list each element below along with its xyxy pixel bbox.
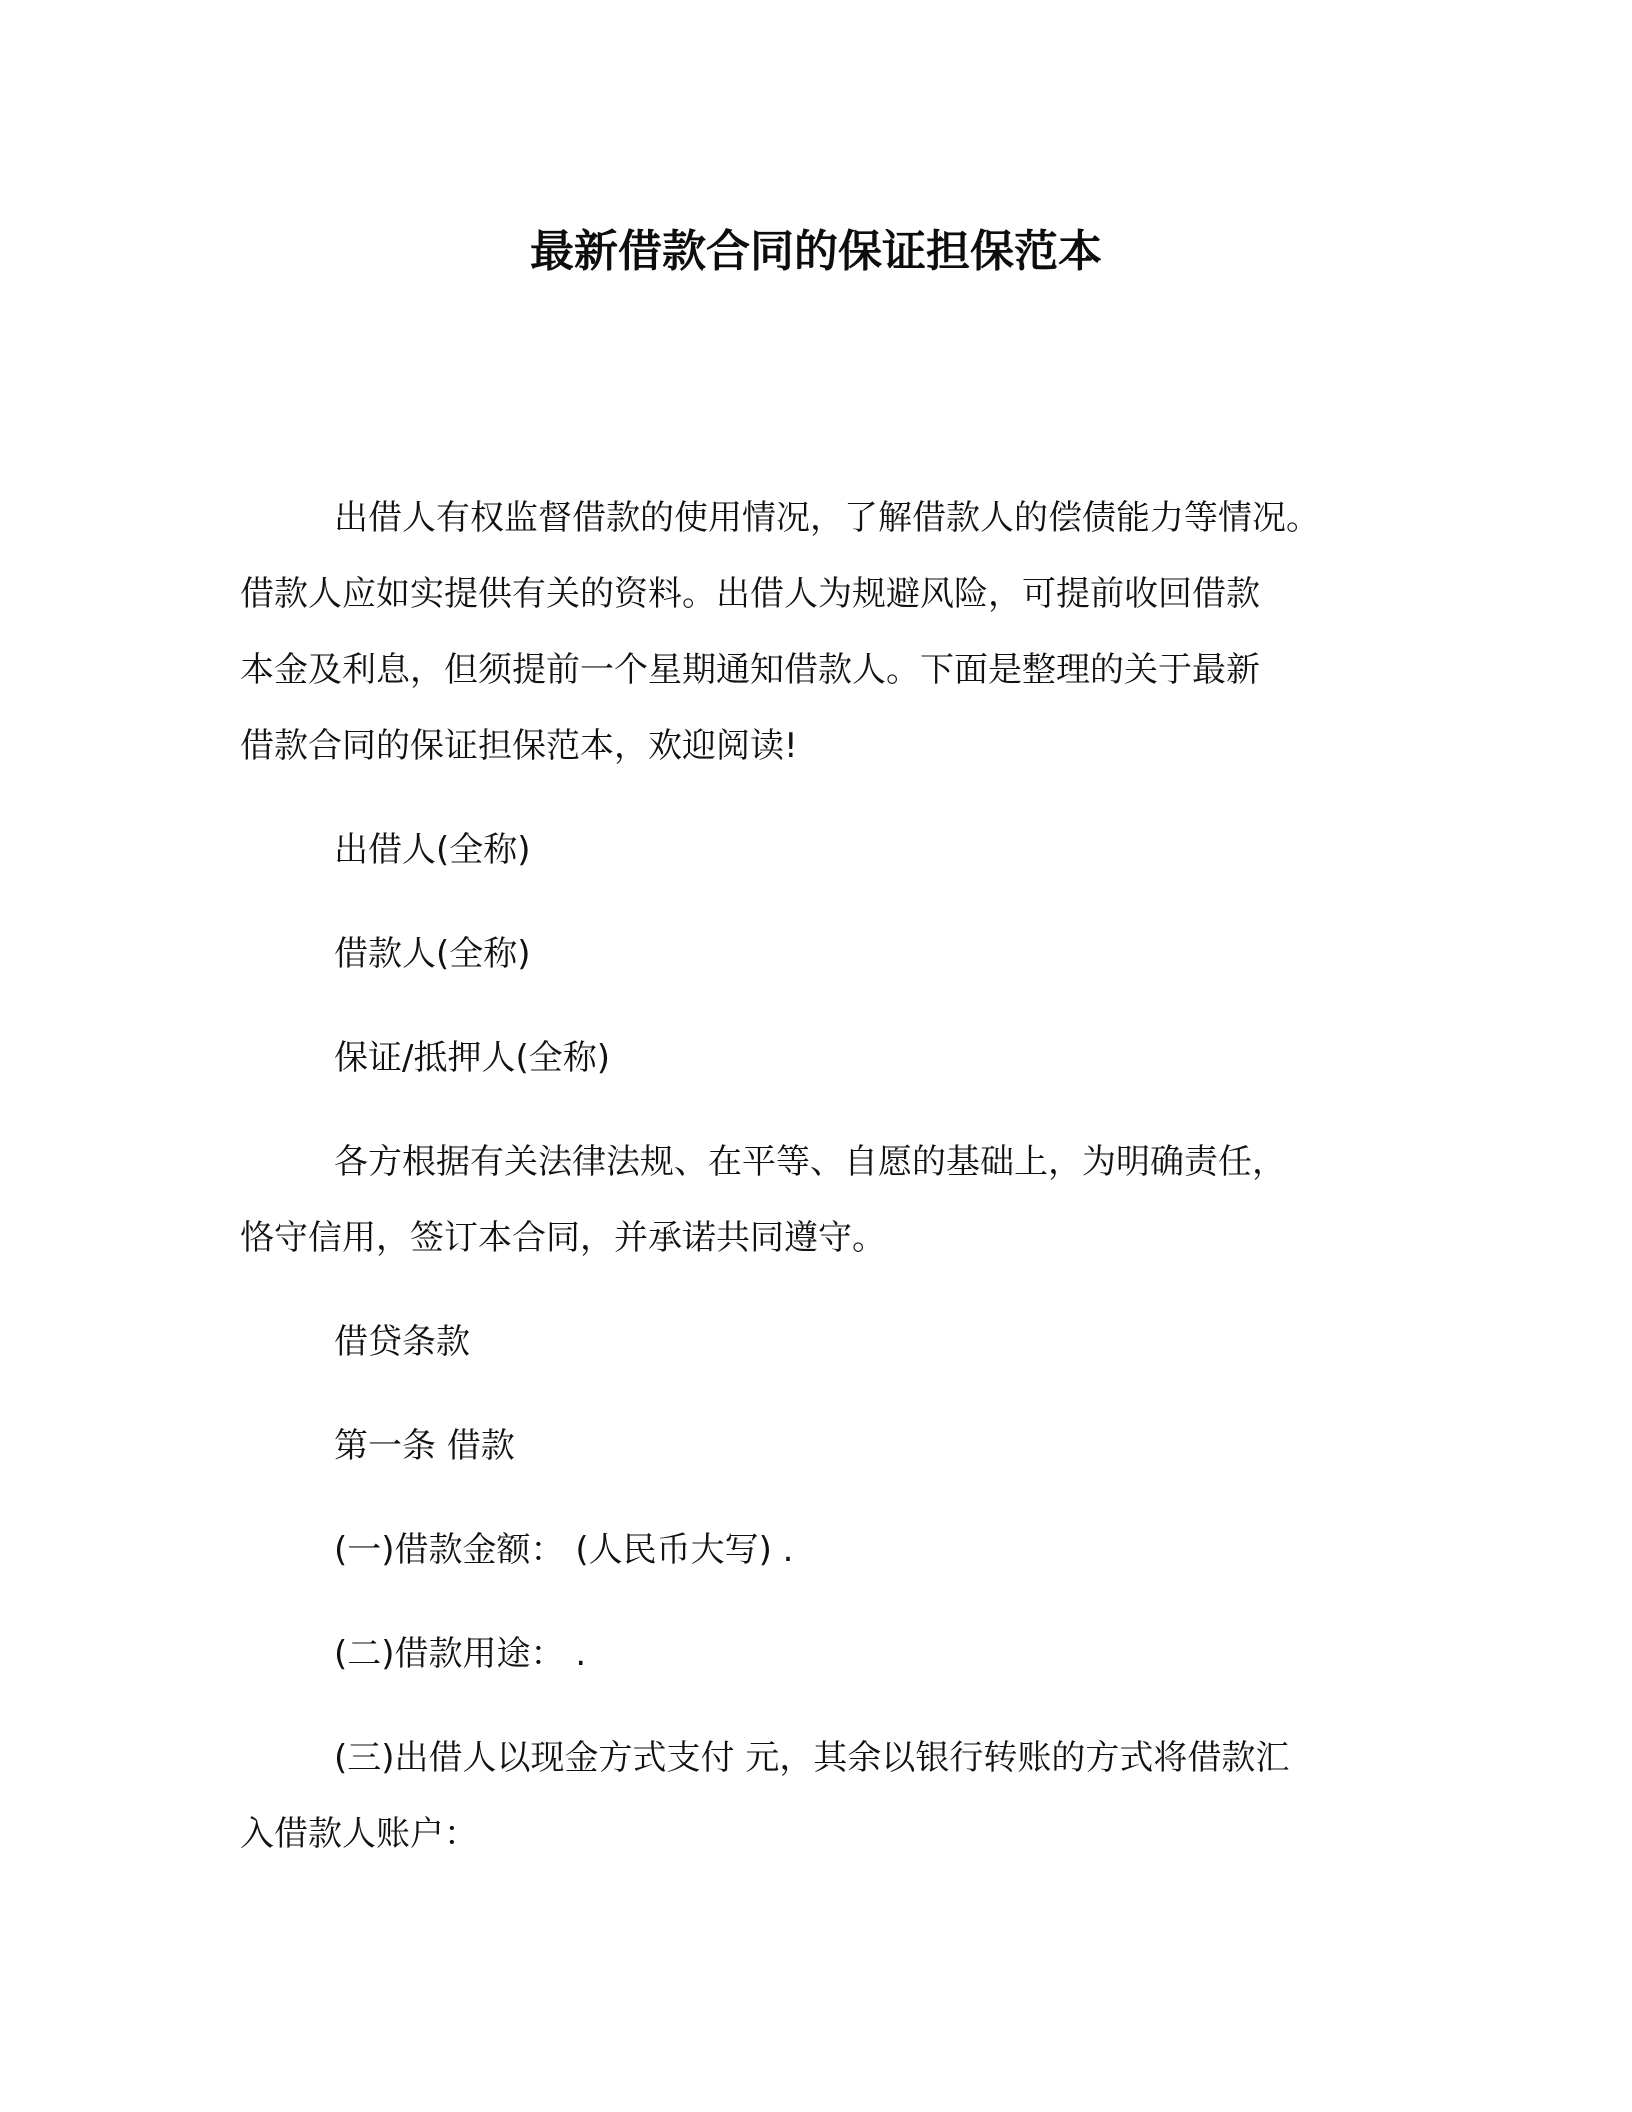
item-1-line: (一)借款金额： (人民币大写) . <box>334 1530 794 1570</box>
guarantor-line: 保证/抵押人(全称) <box>334 1038 610 1078</box>
section-heading: 借贷条款 <box>334 1322 470 1362</box>
intro-line-3: 本金及利息，但须提前一个星期通知借款人。下面是整理的关于最新 <box>240 650 1260 690</box>
intro-line-4: 借款合同的保证担保范本，欢迎阅读! <box>240 726 798 766</box>
item-2-line: (二)借款用途： . <box>334 1634 587 1674</box>
item-3-line-2: 入借款人账户： <box>240 1814 478 1854</box>
article-1-heading: 第一条 借款 <box>334 1426 515 1466</box>
agreement-line-1: 各方根据有关法律法规、在平等、自愿的基础上，为明确责任， <box>334 1142 1286 1182</box>
agreement-line-2: 恪守信用，签订本合同，并承诺共同遵守。 <box>240 1218 886 1258</box>
intro-line-1: 出借人有权监督借款的使用情况，了解借款人的偿债能力等情况。 <box>334 498 1320 538</box>
item-3-line-1: (三)出借人以现金方式支付 元，其余以银行转账的方式将借款汇 <box>334 1738 1290 1778</box>
lender-line: 出借人(全称) <box>334 830 531 870</box>
intro-line-2: 借款人应如实提供有关的资料。出借人为规避风险，可提前收回借款 <box>240 574 1260 614</box>
document-title: 最新借款合同的保证担保范本 <box>530 226 1102 277</box>
borrower-line: 借款人(全称) <box>334 934 531 974</box>
